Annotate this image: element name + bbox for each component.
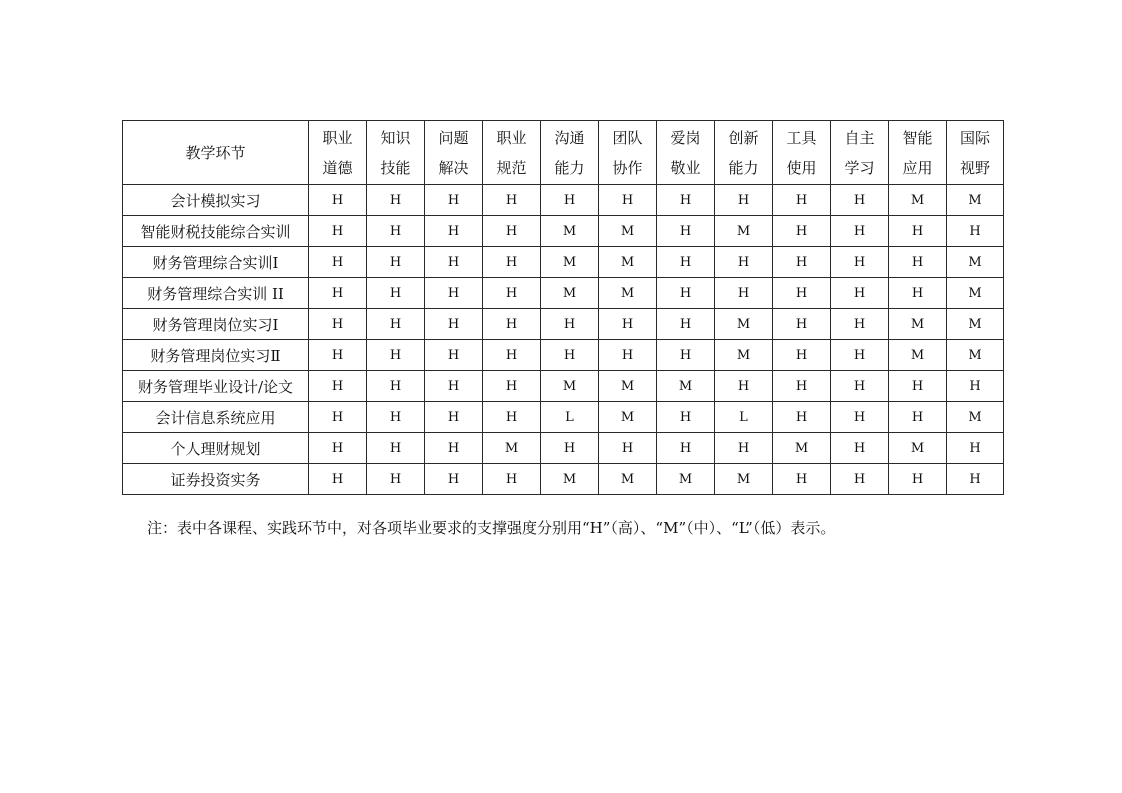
- support-level-cell: M: [947, 402, 1004, 433]
- support-level-cell: H: [425, 371, 483, 402]
- support-level-cell: H: [773, 216, 831, 247]
- row-label: 财务管理岗位实习Ⅰ: [123, 309, 309, 340]
- support-level-cell: H: [657, 340, 715, 371]
- support-level-cell: H: [831, 340, 889, 371]
- row-label: 财务管理综合实训Ⅰ: [123, 247, 309, 278]
- table-row: [123, 464, 1004, 495]
- support-level-cell: H: [889, 216, 947, 247]
- support-level-cell: H: [831, 433, 889, 464]
- support-level-cell: M: [657, 371, 715, 402]
- support-level-cell: H: [831, 309, 889, 340]
- row-label: 财务管理综合实训 II: [123, 278, 309, 309]
- support-matrix-table: [122, 120, 1004, 495]
- support-level-cell: H: [947, 433, 1004, 464]
- support-level-cell: M: [715, 464, 773, 495]
- support-level-cell: H: [367, 433, 425, 464]
- support-level-cell: H: [657, 433, 715, 464]
- support-level-cell: H: [367, 278, 425, 309]
- support-level-cell: H: [773, 371, 831, 402]
- support-level-cell: M: [599, 402, 657, 433]
- table-body: [123, 185, 1004, 495]
- column-header: 自主 学习: [831, 121, 889, 185]
- column-header: 问题 解决: [425, 121, 483, 185]
- support-level-cell: M: [715, 340, 773, 371]
- support-level-cell: H: [657, 216, 715, 247]
- support-level-cell: H: [541, 340, 599, 371]
- column-header: 知识 技能: [367, 121, 425, 185]
- column-header: 爱岗 敬业: [657, 121, 715, 185]
- support-level-cell: H: [541, 185, 599, 216]
- column-header: 智能 应用: [889, 121, 947, 185]
- support-level-cell: H: [831, 464, 889, 495]
- support-level-cell: H: [773, 185, 831, 216]
- support-level-cell: H: [425, 247, 483, 278]
- column-header: 职业 规范: [483, 121, 541, 185]
- support-level-cell: H: [947, 464, 1004, 495]
- table-row: [123, 371, 1004, 402]
- support-level-cell: H: [599, 185, 657, 216]
- support-level-cell: M: [889, 340, 947, 371]
- corner-header: 教学环节: [123, 121, 309, 185]
- support-level-cell: M: [715, 216, 773, 247]
- support-level-cell: H: [773, 340, 831, 371]
- table-row: [123, 340, 1004, 371]
- row-label: 证券投资实务: [123, 464, 309, 495]
- support-level-cell: H: [309, 464, 367, 495]
- support-level-cell: H: [889, 371, 947, 402]
- support-level-cell: H: [425, 216, 483, 247]
- support-level-cell: H: [657, 247, 715, 278]
- support-level-cell: H: [715, 433, 773, 464]
- support-level-cell: H: [367, 216, 425, 247]
- support-level-cell: H: [425, 309, 483, 340]
- support-level-cell: H: [309, 185, 367, 216]
- support-level-cell: H: [425, 402, 483, 433]
- support-level-cell: M: [947, 340, 1004, 371]
- support-level-cell: H: [773, 247, 831, 278]
- support-level-cell: H: [831, 278, 889, 309]
- support-level-cell: M: [599, 464, 657, 495]
- support-level-cell: M: [541, 464, 599, 495]
- support-level-cell: H: [425, 185, 483, 216]
- support-level-cell: H: [483, 340, 541, 371]
- support-level-cell: H: [367, 371, 425, 402]
- support-level-cell: H: [889, 278, 947, 309]
- support-level-cell: H: [483, 278, 541, 309]
- support-level-cell: H: [831, 371, 889, 402]
- support-level-cell: H: [425, 433, 483, 464]
- column-header: 工具 使用: [773, 121, 831, 185]
- support-level-cell: H: [309, 309, 367, 340]
- support-level-cell: M: [947, 309, 1004, 340]
- support-level-cell: H: [773, 278, 831, 309]
- support-level-cell: H: [483, 371, 541, 402]
- row-label: 会计模拟实习: [123, 185, 309, 216]
- table-footnote: 注：表中各课程、实践环节中，对各项毕业要求的支撑强度分别用“H”（高）、“M”（中）、“L”（低）表示。: [147, 519, 836, 537]
- support-level-cell: H: [831, 185, 889, 216]
- support-level-cell: H: [599, 340, 657, 371]
- support-level-cell: H: [309, 433, 367, 464]
- support-level-cell: H: [773, 402, 831, 433]
- support-level-cell: M: [947, 247, 1004, 278]
- support-level-cell: H: [831, 216, 889, 247]
- support-level-cell: H: [309, 371, 367, 402]
- support-level-cell: H: [715, 185, 773, 216]
- support-level-cell: H: [599, 309, 657, 340]
- support-level-cell: H: [309, 278, 367, 309]
- support-level-cell: H: [657, 309, 715, 340]
- support-level-cell: H: [657, 278, 715, 309]
- support-level-cell: H: [715, 278, 773, 309]
- support-level-cell: H: [309, 216, 367, 247]
- header-row: [123, 121, 1004, 185]
- table-row: [123, 216, 1004, 247]
- support-level-cell: M: [947, 185, 1004, 216]
- support-level-cell: M: [599, 216, 657, 247]
- support-level-cell: H: [367, 340, 425, 371]
- column-header: 创新 能力: [715, 121, 773, 185]
- support-level-cell: H: [773, 464, 831, 495]
- support-level-cell: H: [367, 247, 425, 278]
- support-level-cell: H: [715, 371, 773, 402]
- support-level-cell: M: [599, 371, 657, 402]
- support-level-cell: H: [483, 309, 541, 340]
- support-level-cell: H: [541, 433, 599, 464]
- table-row: [123, 247, 1004, 278]
- support-level-cell: H: [657, 185, 715, 216]
- support-level-cell: M: [541, 247, 599, 278]
- column-header: 沟通 能力: [541, 121, 599, 185]
- table-row: [123, 278, 1004, 309]
- support-level-cell: M: [541, 216, 599, 247]
- support-level-cell: M: [599, 247, 657, 278]
- table-row: [123, 402, 1004, 433]
- support-level-cell: H: [425, 340, 483, 371]
- support-level-cell: H: [715, 247, 773, 278]
- support-level-cell: M: [773, 433, 831, 464]
- support-level-cell: H: [541, 309, 599, 340]
- support-level-cell: M: [889, 185, 947, 216]
- column-header: 团队 协作: [599, 121, 657, 185]
- support-level-cell: H: [367, 185, 425, 216]
- support-level-cell: H: [889, 464, 947, 495]
- support-level-cell: H: [599, 433, 657, 464]
- support-level-cell: M: [599, 278, 657, 309]
- support-level-cell: M: [483, 433, 541, 464]
- support-level-cell: M: [889, 433, 947, 464]
- support-level-cell: H: [483, 247, 541, 278]
- support-level-cell: H: [889, 247, 947, 278]
- support-level-cell: H: [483, 185, 541, 216]
- row-label: 会计信息系统应用: [123, 402, 309, 433]
- table-row: [123, 185, 1004, 216]
- row-label: 财务管理毕业设计/论文: [123, 371, 309, 402]
- support-level-cell: L: [715, 402, 773, 433]
- support-level-cell: H: [483, 216, 541, 247]
- support-level-cell: M: [657, 464, 715, 495]
- support-level-cell: M: [889, 309, 947, 340]
- support-level-cell: H: [367, 402, 425, 433]
- table-row: [123, 309, 1004, 340]
- support-level-cell: H: [425, 464, 483, 495]
- support-level-cell: H: [309, 247, 367, 278]
- column-header: 职业 道德: [309, 121, 367, 185]
- support-level-cell: M: [947, 278, 1004, 309]
- support-level-cell: H: [483, 464, 541, 495]
- support-level-cell: H: [483, 402, 541, 433]
- support-level-cell: H: [367, 464, 425, 495]
- support-level-cell: H: [309, 402, 367, 433]
- support-level-cell: L: [541, 402, 599, 433]
- support-level-cell: H: [425, 278, 483, 309]
- column-header: 国际 视野: [947, 121, 1004, 185]
- support-level-cell: H: [309, 340, 367, 371]
- support-level-cell: H: [367, 309, 425, 340]
- table-row: [123, 433, 1004, 464]
- support-level-cell: M: [715, 309, 773, 340]
- row-label: 个人理财规划: [123, 433, 309, 464]
- support-level-cell: M: [541, 371, 599, 402]
- support-level-cell: H: [947, 371, 1004, 402]
- support-level-cell: H: [889, 402, 947, 433]
- row-label: 智能财税技能综合实训: [123, 216, 309, 247]
- support-level-cell: M: [541, 278, 599, 309]
- support-level-cell: H: [831, 402, 889, 433]
- support-level-cell: H: [947, 216, 1004, 247]
- support-level-cell: H: [657, 402, 715, 433]
- row-label: 财务管理岗位实习Ⅱ: [123, 340, 309, 371]
- support-level-cell: H: [831, 247, 889, 278]
- support-level-cell: H: [773, 309, 831, 340]
